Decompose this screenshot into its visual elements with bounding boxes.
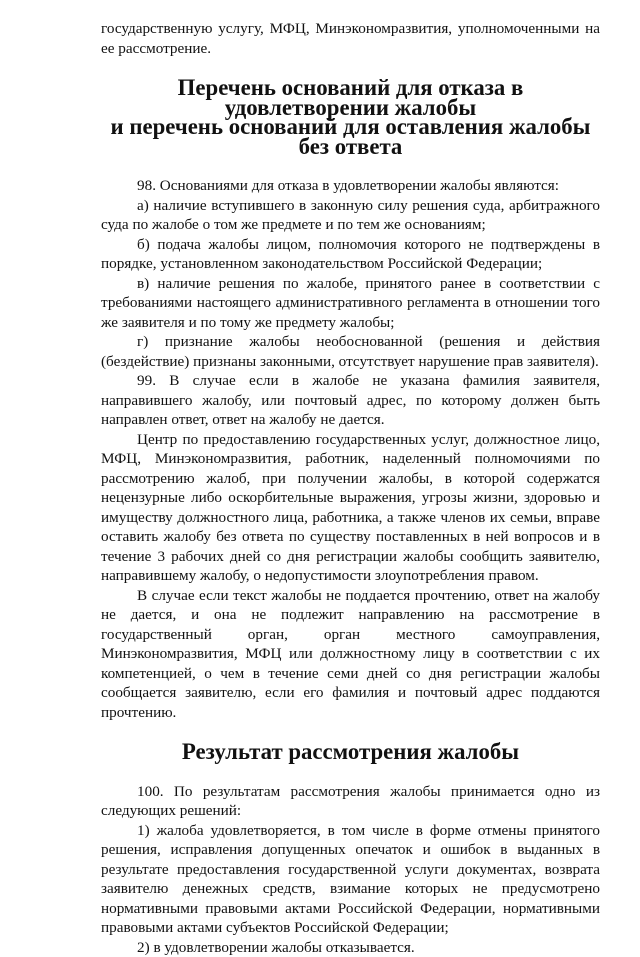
- paragraph-98-a: а) наличие вступившего в законную силу решения суда, арбитражного суда по жалобе о том же предмете и по тем же основаниям;: [101, 196, 600, 235]
- paragraph-100: 100. По результатам рассмотрения жалобы принимается одно из следующих решений:: [101, 782, 600, 821]
- spacer: [101, 156, 600, 176]
- section-heading-result: [101, 742, 600, 762]
- section-heading-refusal-grounds: [101, 78, 600, 156]
- paragraph-99-3: В случае если текст жалобы не поддается прочтению, ответ на жалобу не дается, и она не подлежит направлению на рассмотрение в государственный орган, орган местного самоуправления, Минэкономразвития, МФЦ или должностному лицу в соответствии с их компетенцией, о чем в течение семи дней со дня регистрации жалобы сообщается заявителю, если его фамилия и почтовый адрес поддаются прочтению.: [101, 586, 600, 723]
- paragraph-100-2: 2) в удовлетворении жалобы отказывается.: [101, 938, 600, 957]
- paragraph-98-b: б) подача жалобы лицом, полномочия которого не подтверждены в порядке, установленном законодательством Российской Федерации;: [101, 235, 600, 274]
- heading-line: Результат рассмотрения жалобы: [101, 742, 600, 762]
- heading-line-2: и перечень оснований для оставления жалобы без ответа: [101, 117, 600, 156]
- paragraph-98-g: г) признание жалобы необоснованной (решения и действия (бездействие) признаны законными, отсутствует нарушение прав заявителя).: [101, 332, 600, 371]
- document-body: [101, 19, 600, 957]
- spacer: [101, 762, 600, 782]
- paragraph-99-2: Центр по предоставлению государственных услуг, должностное лицо, МФЦ, Минэкономразвития, работник, наделенный полномочиями по рассмотрению жалоб, при получении жалобы, в которой содержатся нецензурные либо оскорбительные выражения, угрозы жизни, здоровью и имуществу должностного лица, работника, а также членов их семьи, вправе оставить жалобу без ответа по существу поставленных в ней вопросов и в течение 3 рабочих дней со дня регистрации жалобы сообщить заявителю, направившему жалобу, о недопустимости злоупотребления правом.: [101, 430, 600, 586]
- paragraph-100-1: 1) жалоба удовлетворяется, в том числе в форме отмены принятого решения, исправления допущенных опечаток и ошибок в выданных в результате предоставления государственной услуги документах, возврата заявителю денежных средств, взимание которых не предусмотрено нормативными правовыми актами Российской Федерации, нормативными правовыми актами субъектов Российской Федерации;: [101, 821, 600, 938]
- heading-line-1: Перечень оснований для отказа в удовлетворении жалобы: [101, 78, 600, 117]
- paragraph-99: 99. В случае если в жалобе не указана фамилия заявителя, направившего жалобу, или почтовый адрес, по которому должен быть направлен ответ, ответ на жалобу не дается.: [101, 371, 600, 430]
- paragraph-continuation: государственную услугу, МФЦ, Минэкономразвития, уполномоченными на ее рассмотрение.: [101, 19, 600, 58]
- paragraph-98: 98. Основаниями для отказа в удовлетворении жалобы являются:: [101, 176, 600, 196]
- paragraph-98-v: в) наличие решения по жалобе, принятого ранее в соответствии с требованиями настоящего административного регламента в отношении того же заявителя и по тому же предмету жалобы;: [101, 274, 600, 333]
